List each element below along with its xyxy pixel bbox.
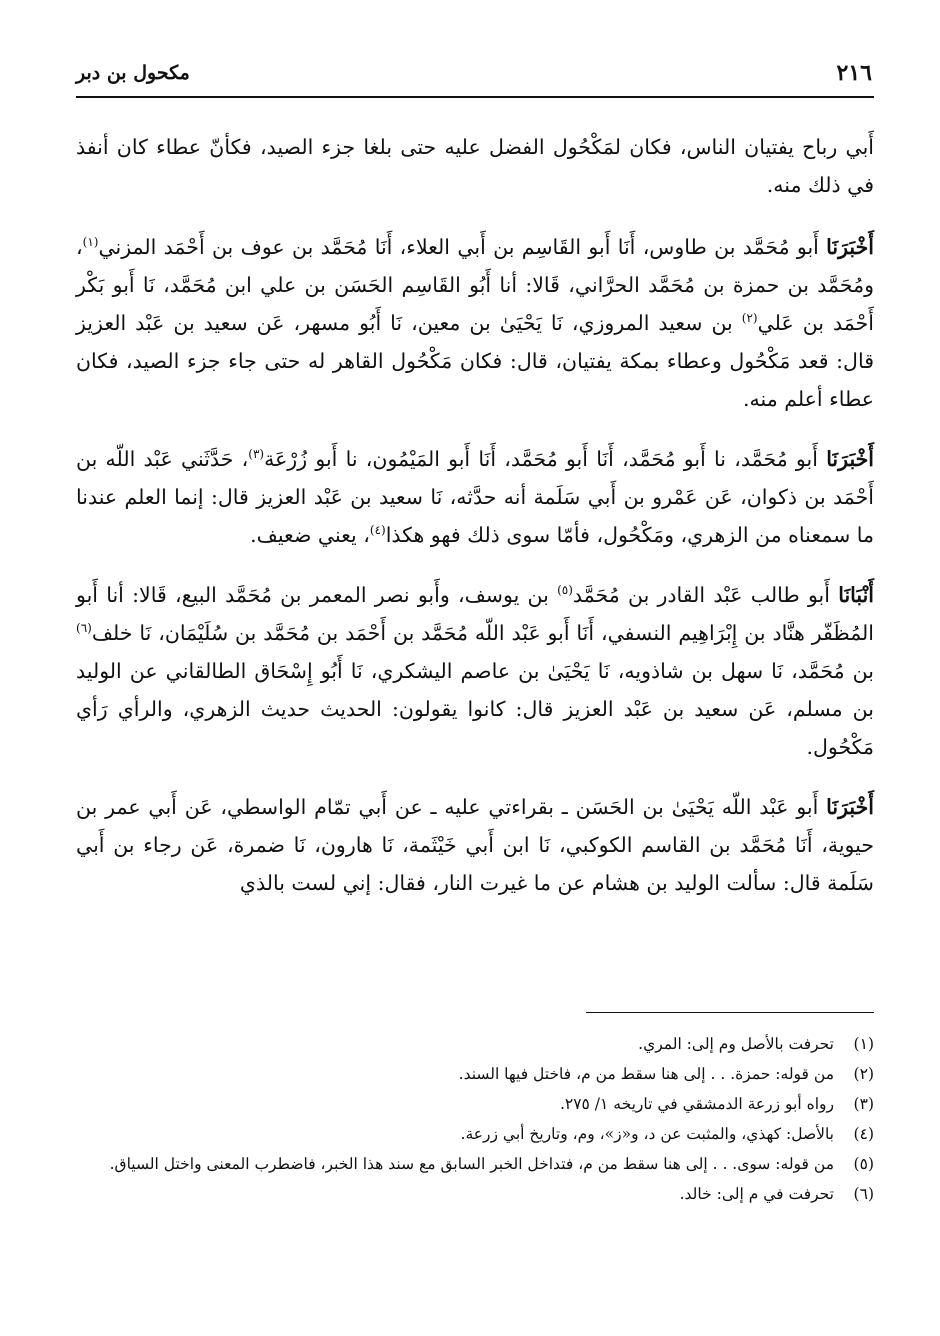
paragraph-2: [76, 228, 874, 418]
paragraph-5: [76, 788, 874, 902]
footnote-text: من قوله: حمزة. . . إلى هنا سقط من م، فاختل فيها السند.: [458, 1065, 834, 1083]
page-number: ٢١٦: [836, 60, 872, 86]
footnote-ref-1[interactable]: (١): [82, 235, 99, 250]
footnote-ref-3[interactable]: (٣): [248, 447, 265, 462]
page-header: [76, 58, 874, 94]
paragraph-1: [76, 128, 874, 204]
footnote-4: [76, 1120, 874, 1149]
footnote-5: [76, 1150, 874, 1179]
footnote-separator: [586, 1012, 874, 1013]
footnote-1: [76, 1030, 874, 1059]
footnotes: [76, 1030, 874, 1210]
paragraph-text: ، حَدَّثَني عَبْد اللّه بن أَحْمَد بن ذكوان، عَن عَمْرو بن أَبي سَلَمة أنه حدَّثه، نَا سعيد بن عَبْد العزيز قال: إنما العلم عندنا ما سمعناه من الزهري، ومَكْحُول، فأمّا سوى ذلك فهو هكذا: [76, 447, 874, 547]
paragraph-text: أَبو مُحَمَّد، نا أَبو مُحَمَّد، أَنَا أَبو مُحَمَّد، أَنَا أَبو المَيْمُون، نا أَبو زُرْعَة: [264, 447, 827, 471]
running-title: مكحول بن دبر: [76, 62, 190, 84]
paragraph-3: [76, 440, 874, 554]
paragraph-text: أَبو عَبْد اللّه يَحْيَىٰ بن الحَسَن ـ بقراءتي عليه ـ عن أَبي تمّام الواسطي، عَن أَبي عمر بن حيوية، أَنَا مُحَمَّد بن القاسم الكوكبي، نَا ابن أَبي خَيْثَمة، نَا هارون، نَا ضمرة، عَن رجاء بن أَبي سَلَمة قال: سألت الوليد بن هشام عن ما غيرت النار، فقال: إني لست بالذي: [76, 795, 874, 895]
paragraph-text: ، ومُحَمَّد بن حمزة بن مُحَمَّد الحرَّاني، قَالا: أنا أَبُو القَاسِم الحَسَن بن علي ابن مُحَمَّد، نَا أَبو بَكْر أَحْمَد بن عَلي: [76, 235, 874, 335]
paragraph-text: أَبو طالب عَبْد القادر بن مُحَمَّد: [572, 583, 839, 607]
header-rule: [76, 96, 874, 98]
footnote-6: [76, 1180, 874, 1209]
paragraph-lead-word: أَنْبَانَا: [838, 583, 874, 607]
paragraph-text: أَبو مُحَمَّد بن طاوس، أَنَا أَبو القَاسِم بن أَبي العلاء، أَنَا مُحَمَّد بن عوف بن أَحْمَد المزني: [98, 235, 827, 259]
footnote-ref-4[interactable]: (٤): [369, 523, 386, 538]
paragraph-lead-word: أَخْبَرَنَا: [826, 447, 875, 471]
footnote-ref-5[interactable]: (٥): [557, 583, 573, 598]
footnote-number: (٣): [853, 1095, 874, 1113]
paragraph-lead-word: أَخْبَرَنَا: [826, 235, 874, 259]
paragraph-4: [76, 576, 874, 766]
paragraph-text: بن مُحَمَّد، نَا سهل بن شاذويه، نَا يَحْيَىٰ بن عاصم اليشكري، نَا أَبُو إِسْحَاق الطالقاني عن الوليد بن مسلم، عَن سعيد بن عَبْد العزيز قال: كانوا يقولون: الحديث حديث الزهري، والرأي رَأي مَكْحُول.: [76, 659, 874, 759]
footnote-text: تحرفت في م إلى: خالد.: [679, 1185, 834, 1203]
paragraph-lead-word: أَخْبَرَنَا: [826, 795, 874, 819]
footnote-text: رواه أبو زرعة الدمشقي في تاريخه ١/ ٢٧٥.: [559, 1095, 834, 1113]
footnote-number: (١): [853, 1035, 874, 1053]
main-text: [76, 128, 874, 924]
paragraph-text: أَبي رباح يفتيان الناس، فكان لمَكْحُول الفضل عليه حتى بلغا جزء الصيد، فكأنّ عطاء كان أنفذ في ذلك منه.: [76, 135, 874, 197]
footnote-number: (٦): [853, 1185, 874, 1203]
footnote-text: بالأصل: كهذي، والمثبت عن د، و«ز»، وم، وتاريخ أبي زرعة.: [460, 1125, 834, 1143]
footnote-text: تحرفت بالأصل وم إلى: المري.: [638, 1035, 834, 1053]
footnote-number: (٢): [853, 1065, 874, 1083]
footnote-number: (٤): [853, 1125, 874, 1143]
footnote-ref-2[interactable]: (٢): [741, 311, 758, 326]
paragraph-text: ، يعني ضعيف.: [250, 523, 370, 547]
footnote-3: [76, 1090, 874, 1119]
footnote-number: (٥): [853, 1155, 874, 1173]
footnote-text: من قوله: سوى. . . إلى هنا سقط من م، فتداخل الخبر السابق مع سند هذا الخبر، فاضطرب المعنى واختل السياق.: [109, 1155, 834, 1173]
footnote-ref-6[interactable]: (٦): [76, 621, 92, 636]
paragraph-text: بن يوسف، وأَبو نصر المعمر بن مُحَمَّد البيع، قَالا: أنا أَبو المُظَفّر هنَّاد بن إِبْرَاهِيم النسفي، أَنَا أَبو عَبْد اللّه مُحَمَّد بن أَحْمَد بن مُحَمَّد بن سُلَيْمَان، نَا خلف: [76, 583, 874, 645]
paragraph-text: بن سعيد المروزي، نَا يَحْيَىٰ بن معين، نَا أَبُو مسهر، عَن سعيد بن عَبْد العزيز قال: قعد مَكْحُول وعطاء بمكة يفتيان، قال: فكان مَكْحُول القاهر له حتى جاء جزء الصيد، فكان عطاء أعلم منه.: [76, 311, 874, 411]
footnote-2: [76, 1060, 874, 1089]
